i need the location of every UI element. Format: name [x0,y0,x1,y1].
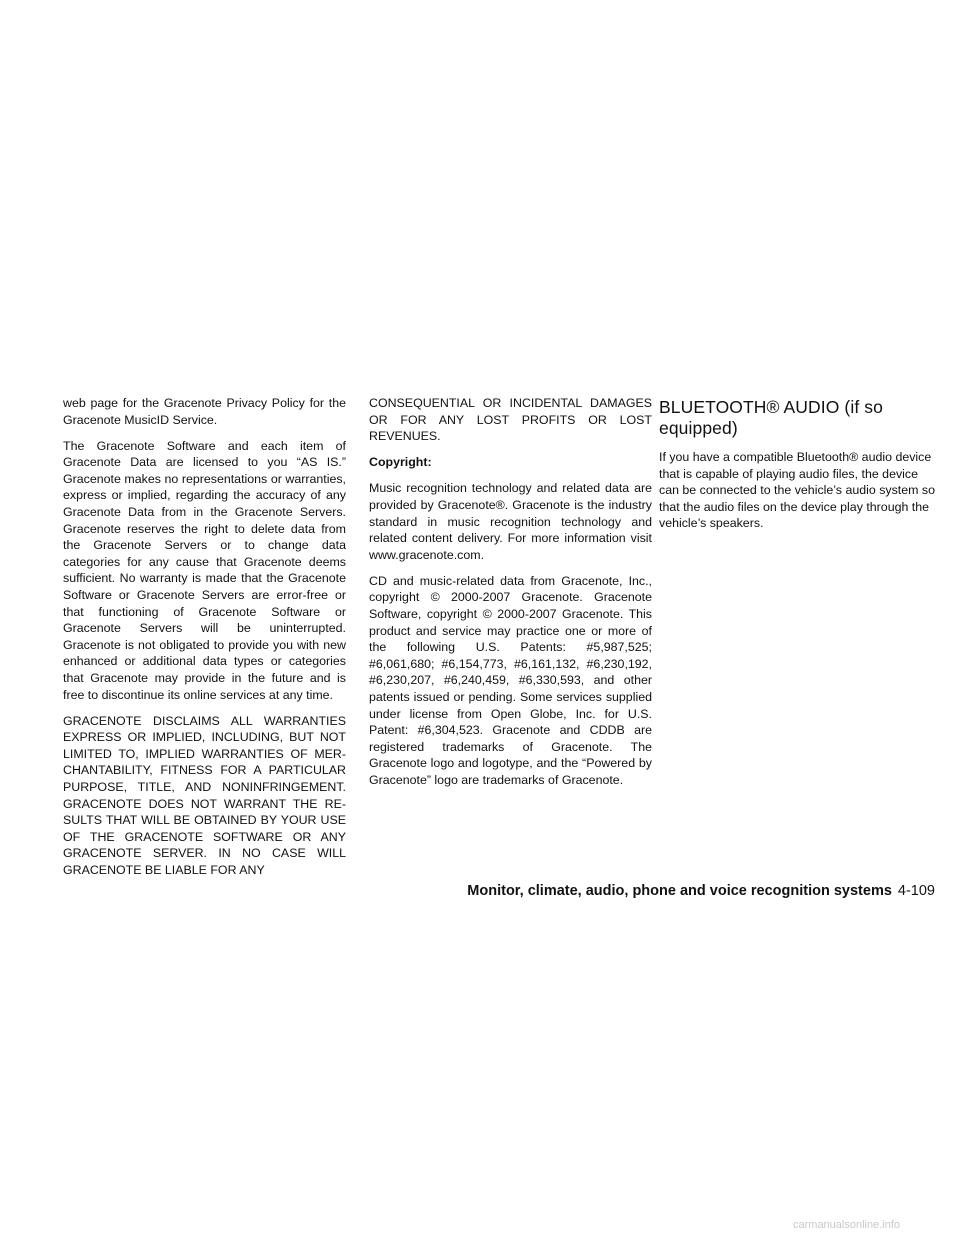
paragraph-damages: CONSEQUENTIAL OR INCIDENTAL DAMAGES OR FOR ANY LOST PROFITS OR LOST REVENUES. [369,396,652,444]
text-column-2 [369,395,652,798]
page-footer [467,883,935,899]
text-column-1 [63,395,346,888]
watermark: carmanualsonline.info [793,1219,901,1231]
text-column-3 [659,395,937,541]
paragraph-music-recognition: Music recognition technology and related data are provided by Gracenote®. Gracenote is the industry standard in music recognition technology and related content delivery. For more information visit www.gracenote.com. [369,481,652,562]
footer-section-title: Monitor, climate, audio, phone and voice recognition systems [467,883,892,899]
copyright-heading: Copyright: [369,455,432,470]
paragraph-disclaimer: GRACENOTE DISCLAIMS ALL WARRANTIES EXPRESS OR IMPLIED, INCLUDING, BUT NOT LIMITED TO, IMPLIED WARRANTIES OF MERCHANTABILITY, FITNESS FOR A PARTICULAR PURPOSE, TITLE, AND NONINFRINGEMENT. GRACENOTE DOES NOT WARRANT THE RESULTS THAT WILL BE OBTAINED BY YOUR USE OF THE GRACENOTE SOFTWARE OR ANY GRACENOTE SERVER. IN NO CASE WILL GRACENOTE BE LIABLE FOR ANY [63,713,346,878]
paragraph-patents: CD and music-related data from Gracenote, Inc., copyright © 2000-2007 Gracenote. Gracenote Software, copyright © 2000-2007 Gracenote. This product and service may practice one or more of the following U.S. Patents: #5,987,525; #6,061,680; #6,154,773, #6,161,132, #6,230,192, #6,230,207, #6,240,459, #6,330,593, and other patents issued or pending. Some services supplied under license from Open Globe, Inc. for U.S. Patent: #6,304,523. Gracenote and CDDB are registered trademarks of Gracenote. The Gracenote logo and logotype, and the “Powered by Gracenote” logo are trademarks of Gracenote. [369,573,652,787]
paragraph-license-as-is: The Gracenote Software and each item of Gracenote Data are licensed to you “AS IS.” Gracenote makes no representations or warranties, express or implied, regarding the accuracy of any Gracenote Data from in the Gracenote Servers. Gracenote reserves the right to delete data from the Gracenote Servers or to change data categories for any cause that Gracenote deems sufficient. No warranty is made that the Gracenote Software or Gracenote Servers are error-free or that functioning of Gracenote Software or Gracenote Servers will be uninterrupted. Gracenote is not obligated to provide you with new enhanced or additional data types or categories that Gracenote may provide in the future and is free to discontinue its online services at any time. [63,438,346,702]
bluetooth-audio-title: BLUETOOTH® AUDIO (if so equipped) [659,397,883,438]
paragraph-bluetooth-audio: If you have a compatible Bluetooth® audio device that is capable of playing audio files, the device can be connected to the vehicle’s audio system so that the audio files on the device play through the vehicle’s speakers. [659,450,935,531]
paragraph-privacy-policy: web page for the Gracenote Privacy Policy for the Gracenote MusicID Service. [63,396,346,427]
page-number: 4-109 [897,883,935,899]
